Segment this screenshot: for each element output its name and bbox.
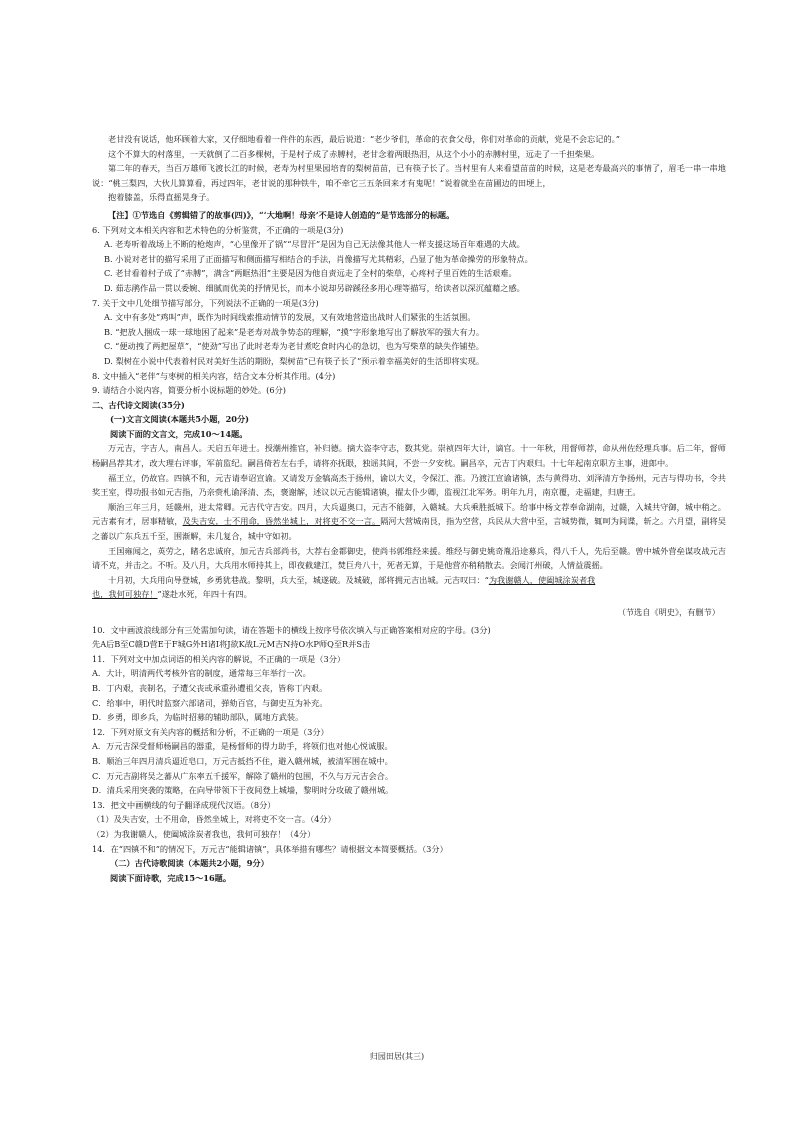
question-option: B．顺治三年四月清兵逼近皂口，万元吉抵挡不住，避入赣州城，被清军围在城中。 xyxy=(92,755,393,766)
question-option: C. 老甘看着村子成了“赤膊”，满含“两眶热泪”主要是因为他自责远走了全村的柴草，心疼村子里百姓的生活艰难。 xyxy=(104,268,517,279)
question-stem: 6. 下列对文本相关内容和艺术特色的分析鉴赏，不正确的一项是(3分) xyxy=(92,224,344,235)
poem-title-footer: 归园田居(其三) xyxy=(369,1052,425,1061)
question-stem: 10．文中画波浪线部分有三处需加句读，请在答题卡的横线上按序号依次填入与正确答案相对应的字母。(3分) xyxy=(92,624,491,635)
question-option: A．万元吉深受督师杨嗣昌的器重，是杨督师的得力助手，将领们也对他心悦诚服。 xyxy=(92,741,393,752)
classical-text: 十月初，大兵用向导登城，乡勇犹巷战。黎明，兵大至，城遂破。及城破，部将拥元吉出城。元吉叹曰：“ xyxy=(108,574,489,585)
classical-text: 顺治三年三月，廷赣州，进太常卿。元吉代守吉安。四月，大兵逼奥口，元吉不能御，入赣城。大兵乘胜抵城下。给事中杨文荐奉命湖南，过赣，入城共守御，城中稍之。元吉素有才，居事精敏， xyxy=(92,501,726,527)
question-option: D. 梨树在小说中代表着村民对美好生活的期盼，梨树苗“已有筷子长了”预示着幸福美好的生活即将实现。 xyxy=(104,355,485,366)
question-stem: 8. 文中插入“老伴”与枣树的相关内容，结合文本分析其作用。(4分) xyxy=(92,370,336,381)
passage-paragraph: 抱着膝盖，乐得直摇晃身子。 xyxy=(108,192,215,203)
reading-instruction: 阅读下面诗歌，完成15～16题。 xyxy=(110,872,232,883)
page-content xyxy=(92,132,726,885)
question-option: D. 茹志鹃作品一贯以委婉、细腻而优美的抒情见长，而本小说却另辟蹊径多用心理等描写，给读者以深沉蕴藉之感。 xyxy=(104,282,525,293)
question-option: D．乡勇，即乡兵，为临时招募的辅助部队，属地方武装。 xyxy=(92,712,304,723)
question-option: D．清兵采用突袭的策略，在向导带领下于夜间登上城墙，黎明时分攻破了赣州城。 xyxy=(92,785,394,796)
question-option: A. 老寿听着战场上不断的枪炮声，“心里像开了锅”“尽冒汗”是因为自己无法像其他人一样支援这场百年难遇的大战。 xyxy=(104,239,525,250)
question-option: A. 文中有多处“鸡叫”声，既作为时间线索推动情节的发展，又有效地营造出战时人们紧张的生活氛围。 xyxy=(104,312,476,323)
underlined-sentence: 及失吉安，士不用命，昏然坐城上，对将吏不交一言。 xyxy=(182,516,381,527)
section-heading: 二、古代诗文阅读(35分) xyxy=(92,399,185,410)
question-option: C．给事中，明代时监察六部诸司，弹劾百官，与御史互为补充。 xyxy=(92,697,328,708)
translation-item: （1）及失吉安，士不用命，昏然坐城上，对将吏不交一言。（4分） xyxy=(92,814,336,825)
passage-paragraph: 第二年的春天，当百万雄师飞渡长江的时候，老寿为村里果园培育的梨树苗苗，已有筷子长了。当村里有人来看望苗苗的时候，这是老寿最高兴的事情了，眉毛一串一串地说：“桃三梨四，大伙儿算算看，再过四年，老甘说的那种铁牛，咱不牵它三五条回来才有鬼呢！”说着就坐在苗圃边的田埂上， xyxy=(92,163,726,188)
question-option: B．丁内艰，丧制名，子遭父丧或承重孙遭祖父丧，皆称丁内艰。 xyxy=(92,682,328,693)
classical-paragraph: 王国雍闻之，英劳之，睹名忠诚府，加元吉兵部尚书，大荐右金都御史，使尚书郭维经来援。维经与御史姚奇胤沿途募兵，得八千人，先后至赣。曾中城外营垒谋攻战元吉请不克，并击之。不听。及八月，大兵用水师持其上，即夜截建江，焚巨舟八十，死者无算，于是他营亦稍稍散去。会闻汀州破，人情益震摇。 xyxy=(92,545,726,571)
passage-paragraph: 这个不算大的村落里，一天就倒了二百多棵树，于是村子成了赤膊村，老甘念着两眼热泪，从这个小小的赤膊村里，远走了一千担柴果。 xyxy=(108,148,600,159)
classical-paragraph xyxy=(92,573,726,602)
subsection-heading: （二）古代诗歌阅读（本题共2小题，9分） xyxy=(110,858,269,869)
underlined-sentence: 为我谢赣人，使阖城涂炭者我 xyxy=(488,574,596,585)
modern-reading-questions xyxy=(92,223,726,398)
classical-paragraph: 万元吉，字吉人，南昌人。天启五年进士。授潮州推官，补归德。摘大盗李守志，数其党。崇祯四年大计，谪官。十一年秋，用督师荐，命从州佐经理兵事。后二年，督师杨嗣昌荐其才，改大理右评事，军前监纪。嗣昌倚若左右手，请将亦抚眼，独谣其间，不尝一夕安枕。嗣昌卒，元吉丁内艰归。十七年起南京职方主事，进郎中。 xyxy=(92,443,726,469)
classical-questions xyxy=(92,623,726,857)
classical-paragraph: 福王立，仍故官。四镇不和，元吉请奉诏宣谕。又请发万金犒高杰于扬州，谕以大义，令保江、淮。乃渡江宣谕诸镇，杰与黄得功、刘泽清方争扬州，元吉与得功书，令共奖王室，得功报书如元吉指，乃亲赍札谕泽清、杰，褒谢解，述议以元吉能辑诸镇，擢太仆少卿，监视江北军务。明年九月，南京覆，走福建，归唐王。 xyxy=(92,472,726,498)
classical-paragraph xyxy=(92,500,726,544)
question-stem: 13．把文中画横线的句子翻译成现代汉语。（8分） xyxy=(92,799,276,810)
question-option: C．万元吉副将吴之蕃从广东率五千援军，解除了赣州的包围，不久与万元吉会合。 xyxy=(92,770,394,781)
question-option: B. “把放人捆成一球一球地困了起来”是老寿对战争势态的理解，“摸”字形象地写出了解放军的强大有力。 xyxy=(104,326,485,337)
reading-instruction: 阅读下面的文言文，完成10～14题。 xyxy=(110,428,248,439)
question-option: C. “便动拽了两把屋草”，“使劲”写出了此时老寿为老甘煮吃食时内心的急切，也为写柴草的缺失作铺垫。 xyxy=(104,341,484,352)
question-stem: 9. 请结合小说内容，简要分析小说标题的妙处。(6分) xyxy=(92,385,286,396)
source-attribution: （节选自《明史》，有删节） xyxy=(617,607,720,617)
question-stem: 11．下列对文中加点词语的相关内容的解说，不正确的一项是（3分） xyxy=(92,653,346,664)
subsection-heading: (一)文言文阅读(本题共5小题，20分) xyxy=(110,414,250,425)
passage-note: 【注】①节选自《剪辑错了的故事(四)》，“‘大地啊！母亲’不是诗人创造的”是节选部分的标题。 xyxy=(108,209,455,220)
question-option: A．大计，明清两代考核外官的制度，通常每三年举行一次。 xyxy=(92,668,311,679)
question-option: B. 小说对老甘的描写采用了正面描写和侧面描写相结合的手法，肖像描写尤其精彩，凸显了他为革命操劳的形象特点。 xyxy=(104,253,533,264)
classical-text: ”遂赴水死，年四十有四。 xyxy=(157,589,252,600)
question-stem: 14．在“四镇不和”的情况下，万元吉“能辑诸镇”，具体举措有哪些？请根据文本简要概括。（3分） xyxy=(92,843,448,854)
question-stem: 12．下列对原文有关内容的概括和分析，不正确的一项是（3分） xyxy=(92,726,329,737)
question-stem: 7. 关于文中几处细节描写部分，下列说法不正确的一项是(3分) xyxy=(92,297,319,308)
passage-paragraph: 老甘没有说话，他环顾着大家，又仔细地看着一件件的东西，最后说道：“老少爷们，革命的衣食父母，你们对革命的贡献，党是不会忘记的。” xyxy=(108,134,620,144)
punctuation-options: 先A后B至C赣D营E于F城G外H诸I将J欲K战L元M吉N持O水P师Q至R并S击 xyxy=(92,639,371,650)
classical-text: 隔河大营城南艮，指为空营，兵民从大营中至，言城势微，辄呵为间谍，斩之。六月望，副将吴之蕃以广东兵五千至，围渐解，未几复合，城中守如初。 xyxy=(92,516,726,542)
underlined-sentence: 也，我何可独存！ xyxy=(92,589,158,600)
translation-item: （2）为我谢赣人，使阖城涂炭者我也，我何可独存！（4分） xyxy=(92,828,316,839)
